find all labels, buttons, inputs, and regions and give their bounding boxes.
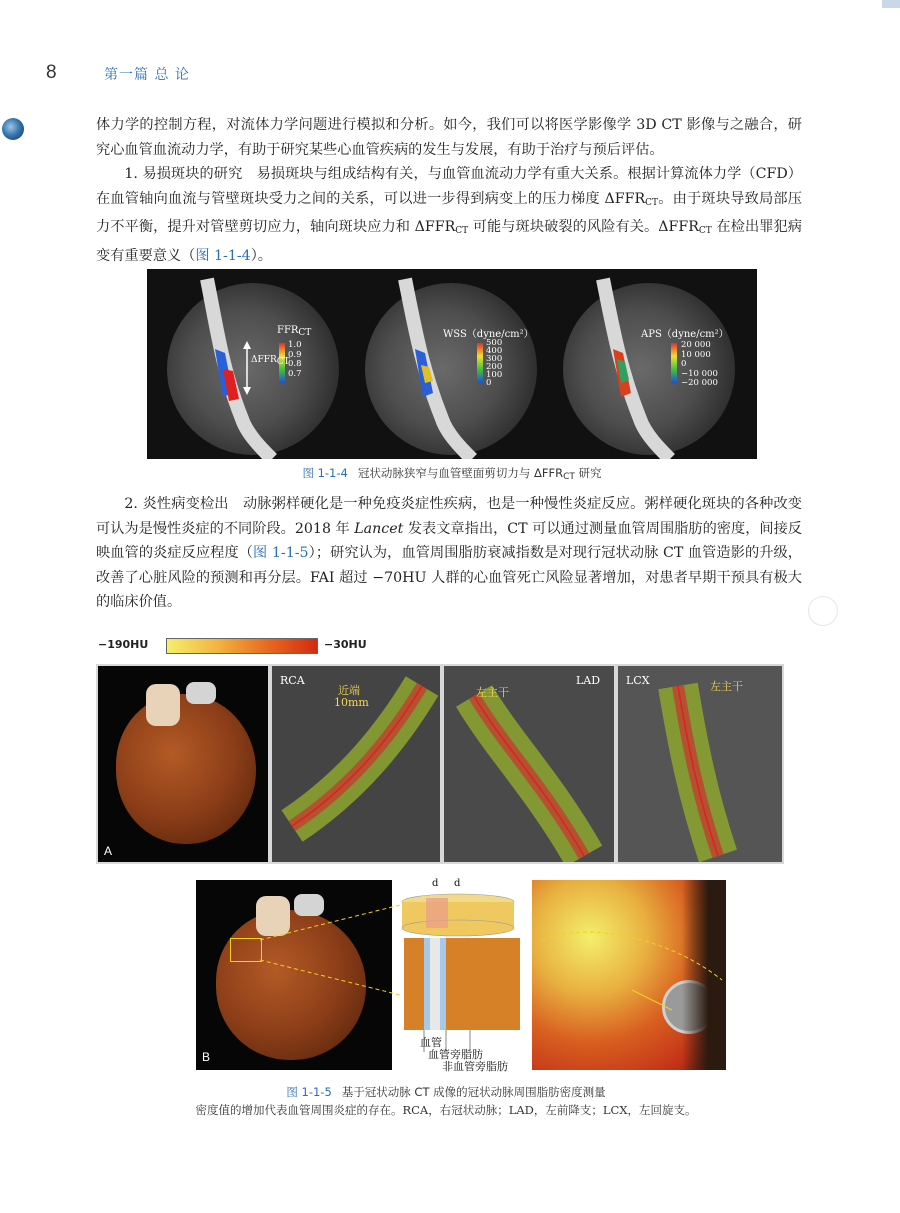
d-label-1: d (432, 878, 439, 889)
lad-panel (444, 666, 614, 862)
body-text-top (96, 113, 802, 269)
zoom-connector (260, 900, 540, 1000)
wss-title: WSS（dyne/cm²） (443, 329, 534, 340)
aps-ticks: 20 000 10 000 0 −10 000 −20 000 (681, 340, 718, 388)
lad-label: LAD (576, 674, 601, 687)
label-vessel: 血管 (420, 1036, 442, 1049)
panel-a-letter: A (104, 844, 113, 858)
aps-colorbar (671, 343, 677, 383)
watermark-seal-icon (808, 596, 838, 626)
hu-scale-low: −190HU (98, 638, 149, 651)
lcx-label: LCX (626, 674, 650, 687)
label-non-perivascular-fat: 非血管旁脂肪 (442, 1060, 508, 1073)
body-text-middle (96, 492, 802, 615)
paragraph-3: 2. 炎性病变检出 动脉粥样硬化是一种免疫炎症性疾病，也是一种慢性炎症反应。粥样硬化斑块的各种改变可认为是慢性炎症的不同阶段。2018 年 Lancet 发表文章指出，CT 可以通过测量血管周围脂肪的密度，间接反映血管的炎症反应程度（图 1-1-5）；研究认为，血管周围脂肪衰减指数是对现行冠状动脉 CT 血管造影的升级，改善了心脏风险的预测和再分层。FAI 超过 −70HU 人群的心血管死亡风险显著增加，对患者早期干预具有极大的临床价值。 (96, 496, 802, 611)
hu-scale-bar (96, 634, 796, 660)
wss-panel (347, 269, 541, 459)
margin-dot-icon (2, 118, 24, 140)
figure-1-1-5-note: 密度值的增加代表血管周围炎症的存在。RCA，右冠状动脉；LAD，左前降支；LCX，左回旋支。 (195, 1103, 697, 1117)
aps-panel (545, 269, 757, 459)
d-label-2: d (454, 878, 461, 889)
lcx-panel (618, 666, 782, 862)
label-perivascular-fat: 血管旁脂肪 (428, 1048, 483, 1061)
page-corner-tab (882, 0, 900, 8)
running-header: 第一篇 总 论 (104, 67, 190, 83)
wss-ticks: 500 400 300 200 100 0 (486, 338, 503, 388)
heart-3d-image (98, 666, 268, 862)
figure-1-1-4 (147, 269, 757, 459)
lad-note: 左主干 (476, 686, 509, 699)
vessel-graphic (147, 269, 341, 459)
lcx-note: 左主干 (710, 680, 743, 693)
vessel-graphic (545, 269, 757, 459)
figure-1-1-5-panel-a (96, 664, 784, 864)
fig-1-1-4-link[interactable]: 图 1-1-4 (195, 247, 251, 264)
hu-gradient (166, 638, 318, 654)
fat-heatmap-zoom (532, 880, 726, 1070)
figure-1-1-5-caption: 图 1-1-5 基于冠状动脉 CT 成像的冠状动脉周围脂肪密度测量 (286, 1085, 606, 1099)
rca-note-2: 10mm (334, 696, 369, 709)
aps-title: APS（dyne/cm²） (641, 329, 729, 340)
vessel-graphic (347, 269, 541, 459)
ffr-ticks: 1.0 0.9 0.8 0.7 (288, 340, 302, 379)
roi-box (230, 938, 262, 962)
rca-panel (272, 666, 440, 862)
wss-colorbar (477, 343, 483, 383)
ffr-ct-panel (147, 269, 341, 459)
ffr-title: $FFR_{CT}$ (277, 325, 312, 338)
fig-1-1-5-link[interactable]: 图 1-1-5 (253, 545, 309, 562)
delta-ffr-label: $\Delta FFR_{CT}$ (251, 355, 290, 367)
figure-1-1-4-caption: 图 1-1-4 冠状动脉狭窄与血管壁面剪切力与 $\Delta FFR_{CT}$ 研究 (302, 466, 602, 482)
hu-scale-high: −30HU (324, 638, 367, 651)
rca-label: RCA (280, 674, 305, 687)
page-number: 8 (46, 62, 57, 83)
rca-note-1: 近端 (338, 684, 360, 697)
paragraph-1: 体力学的控制方程，对流体力学问题进行模拟和分析。如今，我们可以将医学影像学 3D CT 影像与之融合，研究心血管血流动力学，有助于研究某些心血管疾病的发生与发展，有助于治疗与预后评估。 (96, 117, 802, 158)
paragraph-2: 1. 易损斑块的研究 易损斑块与组成结构有关，与血管血流动力学有重大关系。根据计算流体力学（CFD）在血管轴向血流与管壁斑块受力之间的关系，可以进一步得到病变上的压力梯度 $\Delta FFR_{CT}$。由于斑块导致局部压力不平衡，提升对管壁剪切应力，轴向斑块应力和 $\Delta FFR_{CT}$ 可能与斑块破裂的风险有关。$\Delta FFR_{CT}$ 在检出罪犯病变有重要意义（图 1-1-4）。 (96, 166, 802, 264)
panel-b-letter: B (202, 1050, 211, 1064)
